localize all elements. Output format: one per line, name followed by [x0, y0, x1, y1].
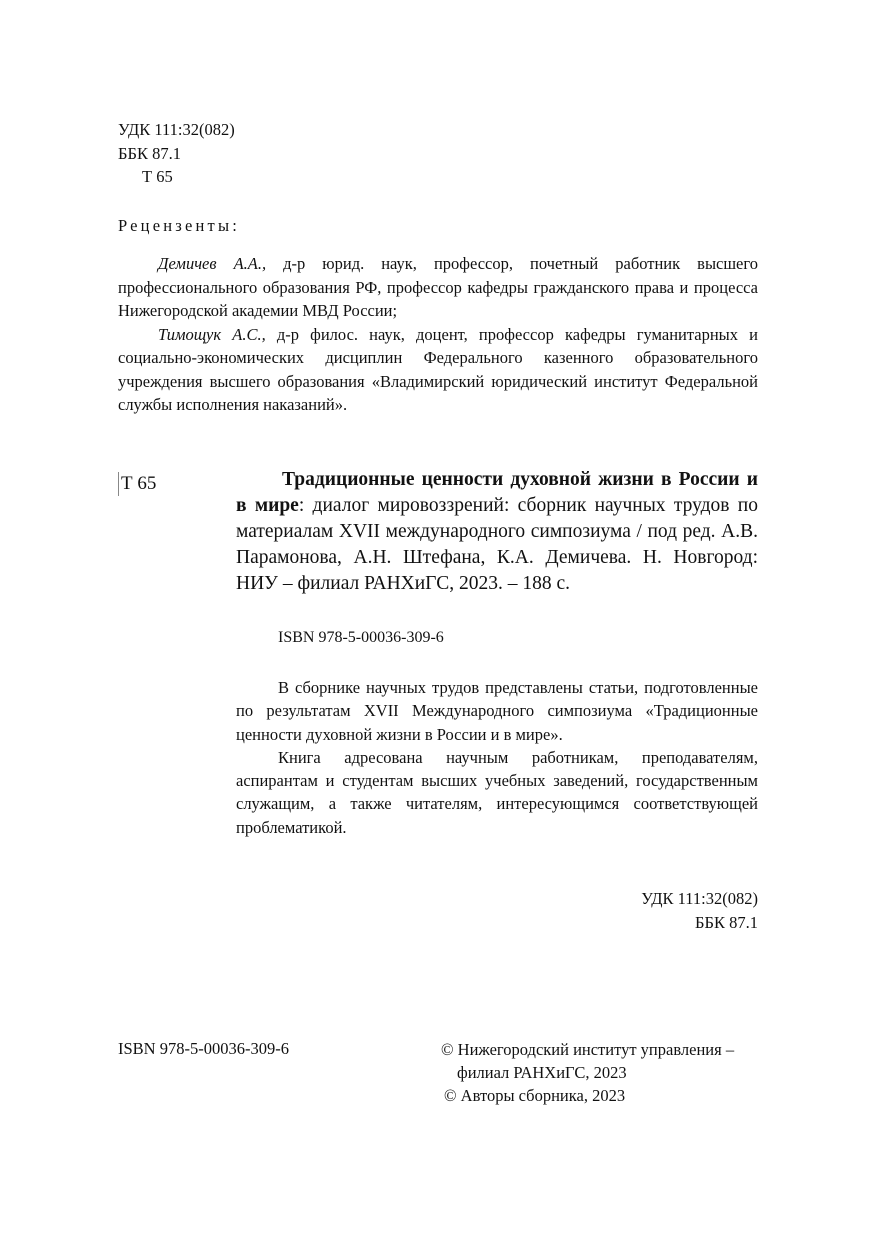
reviewer-name: Демичев А.А., [158, 254, 267, 273]
copyright-authors: © Авторы сборника, 2023 [444, 1086, 626, 1105]
copyright-institution-cont: филиал РАНХиГС, 2023 [457, 1063, 627, 1082]
annotation [236, 676, 758, 839]
reviewers-list [118, 252, 758, 417]
copyright-institution: © Нижегородский институт управления – [441, 1040, 735, 1059]
udk-code: УДК 111:32(082) [118, 120, 235, 139]
reviewer-name: Тимощук А.С., [158, 324, 266, 344]
isbn: ISBN 978-5-00036-309-6 [278, 629, 444, 646]
bbk-code-bottom: ББК 87.1 [695, 912, 758, 932]
reviewer-description: д-р юрид. наук, профессор, почетный работник высшего профессионального образования РФ, профессор кафедры гражданского права и процесса Нижегородской академии МВД России; [118, 254, 758, 320]
book-title: Традиционные ценности духовной жизни в России и в мире [236, 469, 758, 516]
reviewers-heading: Рецензенты: [118, 216, 241, 235]
top-classification-codes [118, 118, 235, 189]
reviewer-entry [118, 323, 758, 417]
bottom-classification-codes [560, 887, 758, 934]
book-details: : диалог мировоззрений: сборник научных трудов по материалам XVII международного симпозиума / под ред. А.В. Парамонова, А.Н. Штефана, К.А. Демичева. Н. Новгород: НИУ – филиал РАНХиГС, 2023. – 188 с. [236, 495, 758, 594]
isbn-bottom: ISBN 978-5-00036-309-6 [118, 1039, 289, 1058]
reviewer-description: д-р филос. наук, доцент, профессор кафедры гуманитарных и социально-экономических дисциплин Федерального казенного образовательного учреждения высшего образования «Владимирский юридический институт Федеральной службы исполнения наказаний». [118, 324, 758, 414]
udk-code-bottom: УДК 111:32(082) [641, 889, 758, 908]
annotation-paragraph: Книга адресована научным работникам, преподавателям, аспирантам и студентам высших учебных заведений, государственным служащим, а также читателям, интересующимся соответствующей проблематикой. [236, 747, 758, 837]
copyright-block [441, 1038, 771, 1107]
book-code: Т 65 [118, 472, 156, 496]
bbk-code: ББК 87.1 [118, 143, 181, 163]
reviewer-entry [118, 252, 758, 323]
annotation-paragraph: В сборнике научных трудов представлены статьи, подготовленные по результатам XVII Международного симпозиума «Традиционные ценности духовной жизни в России и в мире». [236, 678, 758, 744]
bibliographic-description [236, 467, 758, 597]
bibliographic-text [236, 467, 758, 597]
author-mark: Т 65 [142, 167, 173, 186]
